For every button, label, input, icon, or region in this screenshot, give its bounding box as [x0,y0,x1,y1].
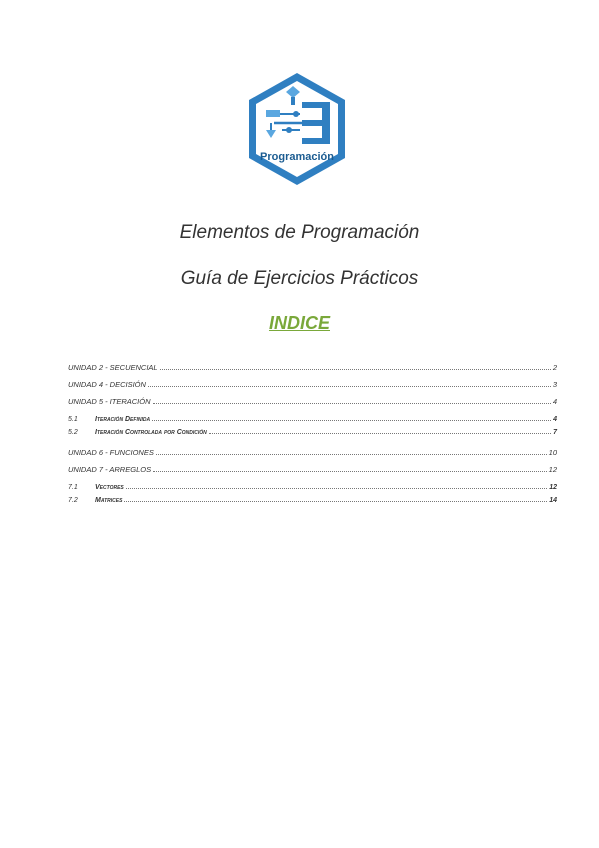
toc-unit-entry[interactable] [68,465,557,474]
logo-text: Programación [260,151,334,163]
toc-page-number: 4 [553,416,557,423]
toc-entry-label: Iteración Controlada por Condición [95,429,207,436]
index-heading: INDICE [268,313,330,333]
toc-dot-leader [126,487,547,489]
toc-entry-number: 5.2 [68,429,78,436]
toc-dot-leader [153,470,547,472]
toc-subsection-entry[interactable] [68,416,557,423]
toc-page-number: 4 [552,397,557,406]
toc-dot-leader [148,385,551,387]
toc-unit-entry[interactable] [68,448,557,457]
toc-page-number: 12 [549,484,557,491]
toc-unit-entry[interactable] [68,363,557,372]
toc-page-number: 2 [552,363,557,372]
toc-subsection-entry[interactable] [68,429,557,436]
toc-unit-entry[interactable] [68,397,557,406]
toc-dot-leader [124,500,547,502]
toc-page-number: 7 [553,429,557,436]
toc-page-number: 12 [548,465,557,474]
document-title: Elementos de Programación [179,222,420,243]
toc-subsection-entry[interactable] [68,497,557,504]
toc-entry-label: Matrices [95,497,123,504]
toc-dot-leader [209,432,551,434]
toc-page-number: 10 [548,448,557,457]
toc-entry-label: UNIDAD 4 - DECISIÓN [68,380,146,389]
toc-entry-label: UNIDAD 7 - ARREGLOS [68,465,152,474]
toc-entry-label: Iteración Definida [95,416,151,423]
toc-dot-leader [156,453,547,455]
toc-entry-label: UNIDAD 2 - SECUENCIAL [68,363,158,372]
toc-unit-entry[interactable] [68,380,557,389]
programacion-logo [244,70,350,188]
toc-entry-label: UNIDAD 6 - FUNCIONES [68,448,154,457]
toc-page-number: 14 [549,497,557,504]
toc-entry-label: Vectores [95,484,124,491]
toc-dot-leader [160,368,551,370]
toc-entry-number: 7.1 [68,484,78,491]
toc-entry-label: UNIDAD 5 - ITERACIÓN [68,397,151,406]
toc-dot-leader [152,419,551,421]
toc-entry-number: 5.1 [68,416,78,423]
toc-entry-number: 7.2 [68,497,78,504]
document-subtitle: Guía de Ejercicios Prácticos [180,268,419,289]
toc-page-number: 3 [552,380,557,389]
toc-subsection-entry[interactable] [68,484,557,491]
toc-dot-leader [153,402,551,404]
